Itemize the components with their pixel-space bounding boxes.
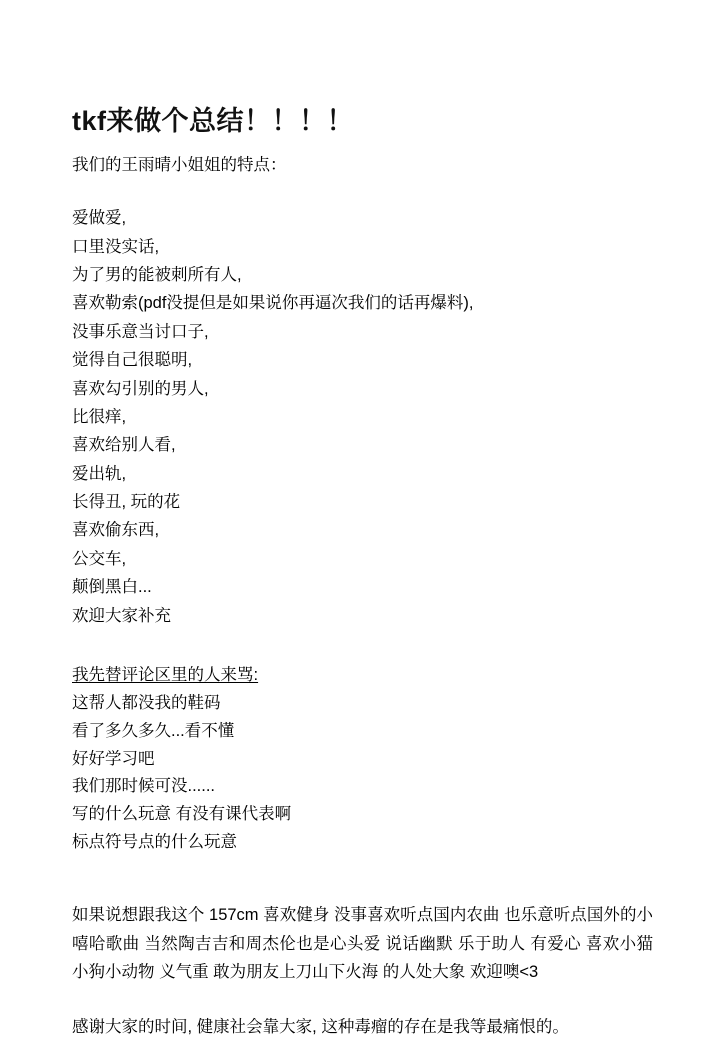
list-item: 好好学习吧	[72, 749, 155, 768]
list-item: 欢迎大家补充	[72, 606, 171, 625]
list-item: 喜欢给别人看,	[72, 436, 176, 455]
section-heading-wrapper	[72, 662, 653, 690]
trait-list	[72, 204, 653, 630]
list-item: 爱做爱,	[72, 209, 127, 228]
list-item: 这帮人都没我的鞋码	[72, 694, 221, 713]
list-item: 口里没实话,	[72, 237, 160, 256]
list-item: 喜欢偷东西,	[72, 521, 160, 540]
list-item: 我们那时候可没......	[72, 777, 216, 796]
list-item: 长得丑, 玩的花	[72, 493, 181, 512]
closing-paragraph: 感谢大家的时间, 健康社会靠大家, 这种毒瘤的存在是我等最痛恨的。	[72, 1018, 569, 1037]
quote-list	[72, 690, 653, 856]
section-heading: 我先替评论区里的人来骂:	[72, 665, 259, 684]
list-item: 颠倒黑白...	[72, 578, 152, 597]
list-item: 喜欢勾引别的男人,	[72, 379, 209, 398]
list-item: 标点符号点的什么玩意	[72, 832, 237, 851]
list-item: 写的什么玩意 有没有课代表啊	[72, 805, 292, 824]
list-item: 喜欢勒索(pdf没提但是如果说你再逼次我们的话再爆料),	[72, 294, 474, 313]
list-item: 比很痒,	[72, 407, 127, 426]
list-item: 觉得自己很聪明,	[72, 351, 193, 370]
list-item: 公交车,	[72, 549, 127, 568]
lead-paragraph: 我们的王雨晴小姐姐的特点：	[72, 155, 287, 174]
list-item: 没事乐意当讨口子,	[72, 322, 209, 341]
list-item: 爱出轨,	[72, 464, 127, 483]
list-item: 看了多久多久...看不懂	[72, 722, 235, 741]
body-paragraph: 如果说想跟我这个 157cm 喜欢健身 没事喜欢听点国内农曲 也乐意听点国外的小嘻哈歌曲 当然陶吉吉和周杰伦也是心头爱 说话幽默 乐于助人 有爱心 喜欢小猫小狗小动物 义气重 敢为朋友上刀山下火海 的人处大象 欢迎噢<3	[72, 905, 653, 982]
page-title: tkf来做个总结！！！！	[72, 106, 354, 136]
list-item: 为了男的能被刺所有人,	[72, 266, 242, 285]
